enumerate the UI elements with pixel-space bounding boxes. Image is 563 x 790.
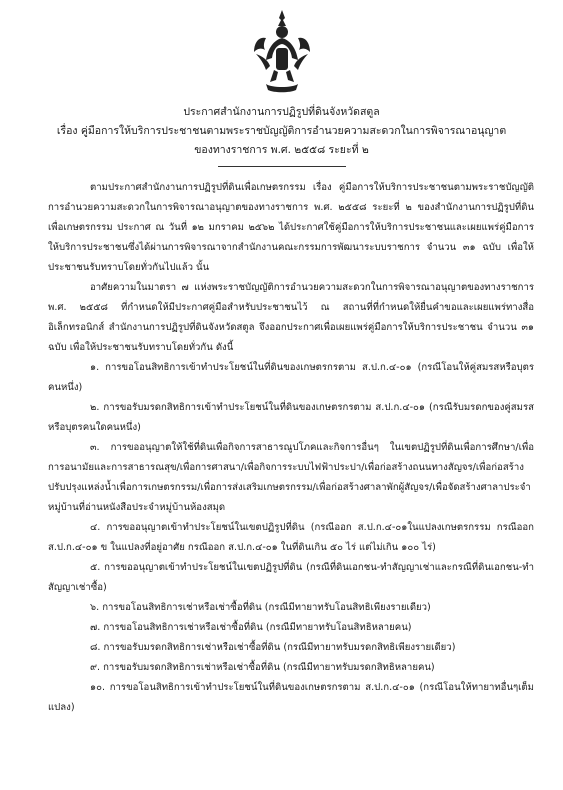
document-header (0, 103, 563, 160)
list-item: ๒. การขอรับมรดกสิทธิการเข้าทำประโยชน์ในที่ดินของเกษตรกรตาม ส.ป.ก.๔-๐๑ (กรณีรับมรดกของคู่สมรสหรือบุตรคนใดคนหนึ่ง) (48, 402, 534, 433)
list-item: ๗. การขอโอนสิทธิการเช่าหรือเช่าซื้อที่ดิน (กรณีมีทายาทรับโอนสิทธิหลายคน) (90, 622, 412, 633)
garuda-emblem (252, 8, 312, 94)
list-item: ๕. การขออนุญาตเข้าทำประโยชน์ในเขตปฏิรูปที่ดิน (กรณีที่ดินเอกชน-ทำสัญญาเช่าและกรณีที่ดินเอกชน-ทำสัญญาเช่าซื้อ) (48, 562, 534, 593)
list-item: ๓. การขออนุญาตให้ใช้ที่ดินเพื่อกิจการสาธารณูปโภคและกิจการอื่นๆ ในเขตปฏิรูปที่ดินเพื่อการศึกษา/เพื่อการอนามัยและการสาธารณสุข/เพื่อการศาสนา/เพื่อกิจการระบบไฟฟ้าประปา/เพื่อก่อสร้างถนนทางสัญจร/เพื่อก่อสร้างปรับปรุงแหล่งน้ำเพื่อการเกษตรกรรม/เพื่อการส่งเสริมเกษตรกรรม/เพื่อก่อสร้างศาลาพักผู้สัญจร/เพื่อจัดสร้างศาลาประจำหมู่บ้านที่อ่านหนังสือประจำหมู่บ้านห้องสมุด (48, 442, 534, 513)
list-item: ๑๐. การขอโอนสิทธิการเข้าทำประโยชน์ในที่ดินของเกษตรกรตาม ส.ป.ก.๔-๐๑ (กรณีโอนให้ทายาทอื่นๆเต็มแปลง) (48, 682, 534, 713)
list-item: ๙. การขอรับมรดกสิทธิการเช่าหรือเช่าซื้อที่ดิน (กรณีมีทายาทรับมรดกสิทธิหลายคน) (90, 662, 435, 673)
list-item: ๘. การขอรับมรดกสิทธิการเช่าหรือเช่าซื้อที่ดิน (กรณีมีทายาทรับมรดกสิทธิเพียงรายเดียว) (90, 642, 456, 653)
paragraph-authority: อาศัยความในมาตรา ๗ แห่งพระราชบัญญัติการอำนวยความสะดวกในการพิจารณาอนุญาตของทางราชการ พ.ศ. ๒๕๕๘ ที่กำหนดให้มีประกาศคู่มือสำหรับประชาชนไว้ ณ สถานที่ที่กำหนดให้ยื่นคำขอและเผยแพร่ทางสื่ออิเล็กทรอนิกส์ สำนักงานการปฏิรูปที่ดินจังหวัดสตูล จึงออกประกาศเพื่อเผยแพร่คู่มือการให้บริการประชาชน จำนวน ๓๑ ฉบับ เพื่อให้ประชาชนรับทราบโดยทั่วกัน ดังนี้ (48, 282, 534, 353)
list-item: ๔. การขออนุญาตเข้าทำประโยชน์ในเขตปฏิรูปที่ดิน (กรณีออก ส.ป.ก.๔-๐๑ในแปลงเกษตรกรรม กรณีออก ส.ป.ก.๔-๐๑ ข ในแปลงที่อยู่อาศัย กรณีออก ส.ป.ก.๔-๐๑ ในที่ดินเกิน ๕๐ ไร่ แต่ไม่เกิน ๑๐๐ ไร่) (48, 522, 534, 553)
header-title: ประกาศสำนักงานการปฏิรูปที่ดินจังหวัดสตูล (183, 106, 380, 118)
document-body (48, 178, 534, 718)
header-subject: เรื่อง คู่มือการให้บริการประชาชนตามพระราชบัญญัติการอำนวยความสะดวกในการพิจารณาอนุญาต (56, 125, 507, 137)
paragraph-intro: ตามประกาศสำนักงานการปฏิรูปที่ดินเพื่อเกษตรกรรม เรื่อง คู่มือการให้บริการประชาชนตามพระราชบัญญัติการอำนวยความสะดวกในการพิจารณาอนุญาตของทางราชการ พ.ศ. ๒๕๕๘ ระยะที่ ๒ ของสำนักงานการปฏิรูปที่ดินเพื่อเกษตรกรรม ประกาศ ณ วันที่ ๑๒ มกราคม ๒๕๖๒ ได้ประกาศใช้คู่มือการให้บริการประชาชนและเผยแพร่คู่มือการให้บริการประชาชนซึ่งได้ผ่านการพิจารณาจากสำนักงานคณะกรรมการพัฒนาระบบราชการ จำนวน ๓๑ ฉบับ เพื่อให้ประชาชนรับทราบโดยทั่วกันไปแล้ว นั้น (48, 182, 534, 273)
header-subject-continued: ของทางราชการ พ.ศ. ๒๕๕๘ ระยะที่ ๒ (194, 144, 369, 156)
header-divider (218, 166, 346, 167)
list-item: ๑. การขอโอนสิทธิการเข้าทำประโยชน์ในที่ดินของเกษตรกรตาม ส.ป.ก.๔-๐๑ (กรณีโอนให้คู่สมรสหรือบุตรคนหนึ่ง) (48, 362, 534, 393)
list-item: ๖. การขอโอนสิทธิการเช่าหรือเช่าซื้อที่ดิน (กรณีมีทายาทรับโอนสิทธิเพียงรายเดียว) (90, 602, 431, 613)
